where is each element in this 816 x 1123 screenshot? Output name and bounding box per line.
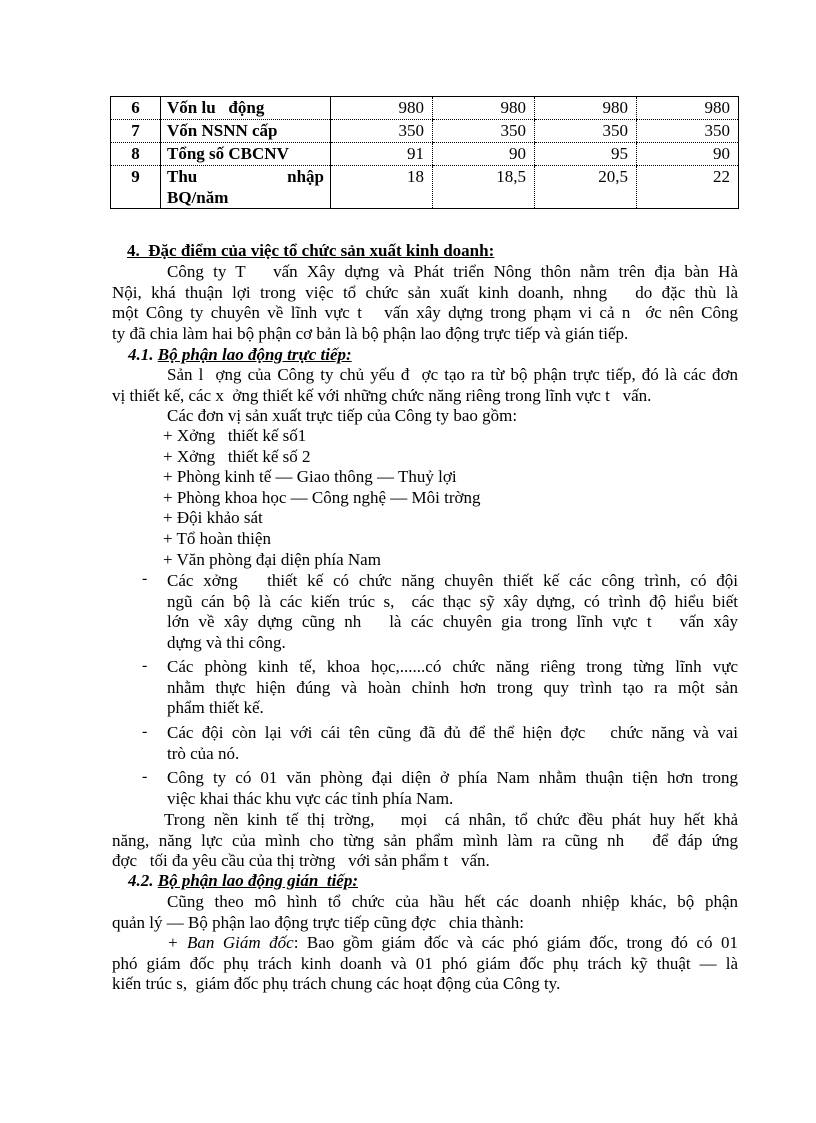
paragraph-line: việc khai thác khu vực các tỉnh phía Nam.	[167, 788, 454, 808]
row-number: 8	[111, 143, 161, 166]
paragraph-line: ngũ cán bộ là các kiến trúc s, các thạc sỹ xây dựng, có trình độ hiểu biết	[167, 591, 738, 611]
row-value: 350	[331, 120, 433, 143]
units-list	[163, 426, 480, 570]
row-label: Vốn NSNN cấp	[161, 120, 331, 143]
paragraph-line: kiến trúc s, giám đốc phụ trách chung các hoạt động của Công ty.	[112, 974, 561, 994]
paragraph-line: lớn về xây dựng cũng nh là các chuyên gia trong lĩnh vực t vấn xây	[167, 612, 738, 632]
statistics-table	[110, 96, 739, 209]
board-text: : Bao gồm giám đốc và các phó giám đốc, trong đó có 01	[293, 933, 738, 952]
row-number: 7	[111, 120, 161, 143]
paragraph-line: một Công ty chuyên về lĩnh vực t vấn xây dựng trong phạm vi cả n ớc nên Công	[112, 303, 738, 323]
row-value: 91	[331, 143, 433, 166]
dash-bullet: -	[142, 768, 148, 785]
paragraph-line: đợc tối đa yêu cầu của thị trờng với sản phẩm t vấn.	[112, 851, 490, 871]
paragraph-line: Các xởng thiết kế có chức năng chuyên thiết kế các công trình, có đội	[167, 571, 738, 590]
list-item: + Tổ hoàn thiện	[163, 528, 271, 548]
paragraph-line: Công ty có 01 văn phòng đại diện ở phía Nam nhằm thuận tiện hơn trong	[167, 768, 738, 787]
bullet-paragraph	[167, 723, 738, 764]
paragraph-line: trò của nó.	[167, 743, 240, 763]
paragraph-line: vị thiết kế, các x ởng thiết kế với những chức năng riêng trong lĩnh vực t vấn.	[112, 385, 652, 405]
paragraph-line: quản lý — Bộ phận lao động trực tiếp cũng đợc chia thành:	[112, 912, 524, 932]
paragraph-line: ty đã chia làm hai bộ phận cơ bản là bộ phận lao động trực tiếp và gián tiếp.	[112, 323, 629, 343]
subsection-heading	[128, 871, 358, 892]
row-value: 18,5	[433, 166, 535, 209]
paragraph-line: Các đội còn lại với cái tên cũng đã đủ để thể hiện đợc chức năng và vai	[167, 723, 738, 742]
bullet-paragraph	[167, 657, 738, 719]
board-label: + Ban Giám đốc	[167, 933, 294, 952]
row-label: Vốn lu động	[161, 97, 331, 120]
subsection-title: Bộ phận lao động gián tiếp:	[157, 871, 359, 890]
row-value: 980	[637, 97, 739, 120]
list-item: + Văn phòng đại diện phía Nam	[163, 549, 381, 569]
bullet-paragraph	[167, 571, 738, 653]
section-paragraph	[112, 262, 738, 344]
list-item: + Đội khảo sát	[163, 508, 263, 528]
row-number: 6	[111, 97, 161, 120]
section-heading: 4. Đặc điểm của việc tổ chức sản xuất kinh doanh:	[127, 241, 495, 260]
row-value: 18	[331, 166, 433, 209]
table-row	[111, 143, 739, 166]
units-intro: Các đơn vị sản xuất trực tiếp của Công ty bao gồm:	[167, 406, 518, 425]
row-value: 980	[535, 97, 637, 120]
row-label-part: BQ/năm	[167, 188, 229, 207]
dash-bullet: -	[142, 723, 148, 740]
list-item: + Phòng khoa học — Công nghệ — Môi trờng	[163, 487, 481, 507]
closing-paragraph	[112, 810, 738, 872]
row-label	[161, 166, 331, 209]
subsection-heading	[128, 345, 352, 366]
subsection-number: 4.2.	[128, 871, 154, 890]
row-value: 350	[535, 120, 637, 143]
row-value: 20,5	[535, 166, 637, 209]
row-value: 90	[637, 143, 739, 166]
table-row	[111, 166, 739, 209]
table-row	[111, 97, 739, 120]
row-value: 350	[637, 120, 739, 143]
row-value: 980	[433, 97, 535, 120]
list-item: + Xởng thiết kế số 2	[163, 446, 311, 466]
row-label-part: Thu	[167, 167, 198, 186]
paragraph-line: dựng và thi công.	[167, 632, 286, 652]
paragraph-line: Nội, khá thuận lợi trong việc tổ chức sản xuất kinh doanh, nhng do đặc thù là	[112, 282, 738, 302]
paragraph-line	[112, 933, 738, 954]
subsection-number: 4.1.	[128, 345, 154, 364]
list-item: + Xởng thiết kế số1	[163, 426, 307, 445]
row-number: 9	[111, 166, 161, 209]
row-value: 95	[535, 143, 637, 166]
table-row	[111, 120, 739, 143]
row-value: 22	[637, 166, 739, 209]
list-item: + Phòng kinh tế — Giao thông — Thuỷ lợi	[163, 467, 457, 487]
subsection-paragraph	[112, 892, 738, 933]
board-paragraph	[112, 933, 738, 995]
subsection-paragraph	[112, 365, 738, 406]
paragraph-line: năng, năng lực của mình cho từng sản phẩm mình làm ra cũng nh để đáp ứng	[112, 830, 738, 850]
dash-bullet: -	[142, 657, 148, 674]
bullet-paragraph	[167, 768, 738, 809]
paragraph-line: phẩm thiết kế.	[167, 698, 264, 718]
paragraph-line: nhằm thực hiện đúng và hoàn chỉnh hơn trong quy trình tạo ra một sản	[167, 677, 738, 697]
subsection-title: Bộ phận lao động trực tiếp:	[157, 345, 352, 364]
paragraph-line: Công ty T vấn Xây dựng và Phát triển Nông thôn nằm trên địa bàn Hà	[167, 262, 738, 281]
paragraph-line: Sản l ợng của Công ty chủ yếu đ ợc tạo ra từ bộ phận trực tiếp, đó là các đơn	[167, 365, 738, 384]
row-label: Tổng số CBCNV	[161, 143, 331, 166]
paragraph-line: Trong nền kinh tế thị trờng, mọi cá nhân, tổ chức đều phát huy hết khả	[164, 810, 738, 829]
paragraph-line: phó giám đốc phụ trách kinh doanh và 01 phó giám đốc phụ trách kỹ thuật — là	[112, 953, 738, 973]
row-value: 980	[331, 97, 433, 120]
paragraph-line: Các phòng kinh tế, khoa học,......có chức năng riêng trong từng lĩnh vực	[167, 657, 738, 676]
row-label-part: nhập	[287, 167, 324, 186]
dash-bullet: -	[142, 570, 148, 587]
paragraph-line: Cũng theo mô hình tổ chức của hầu hết các doanh nhiệp khác, bộ phận	[167, 892, 738, 911]
row-value: 350	[433, 120, 535, 143]
row-value: 90	[433, 143, 535, 166]
